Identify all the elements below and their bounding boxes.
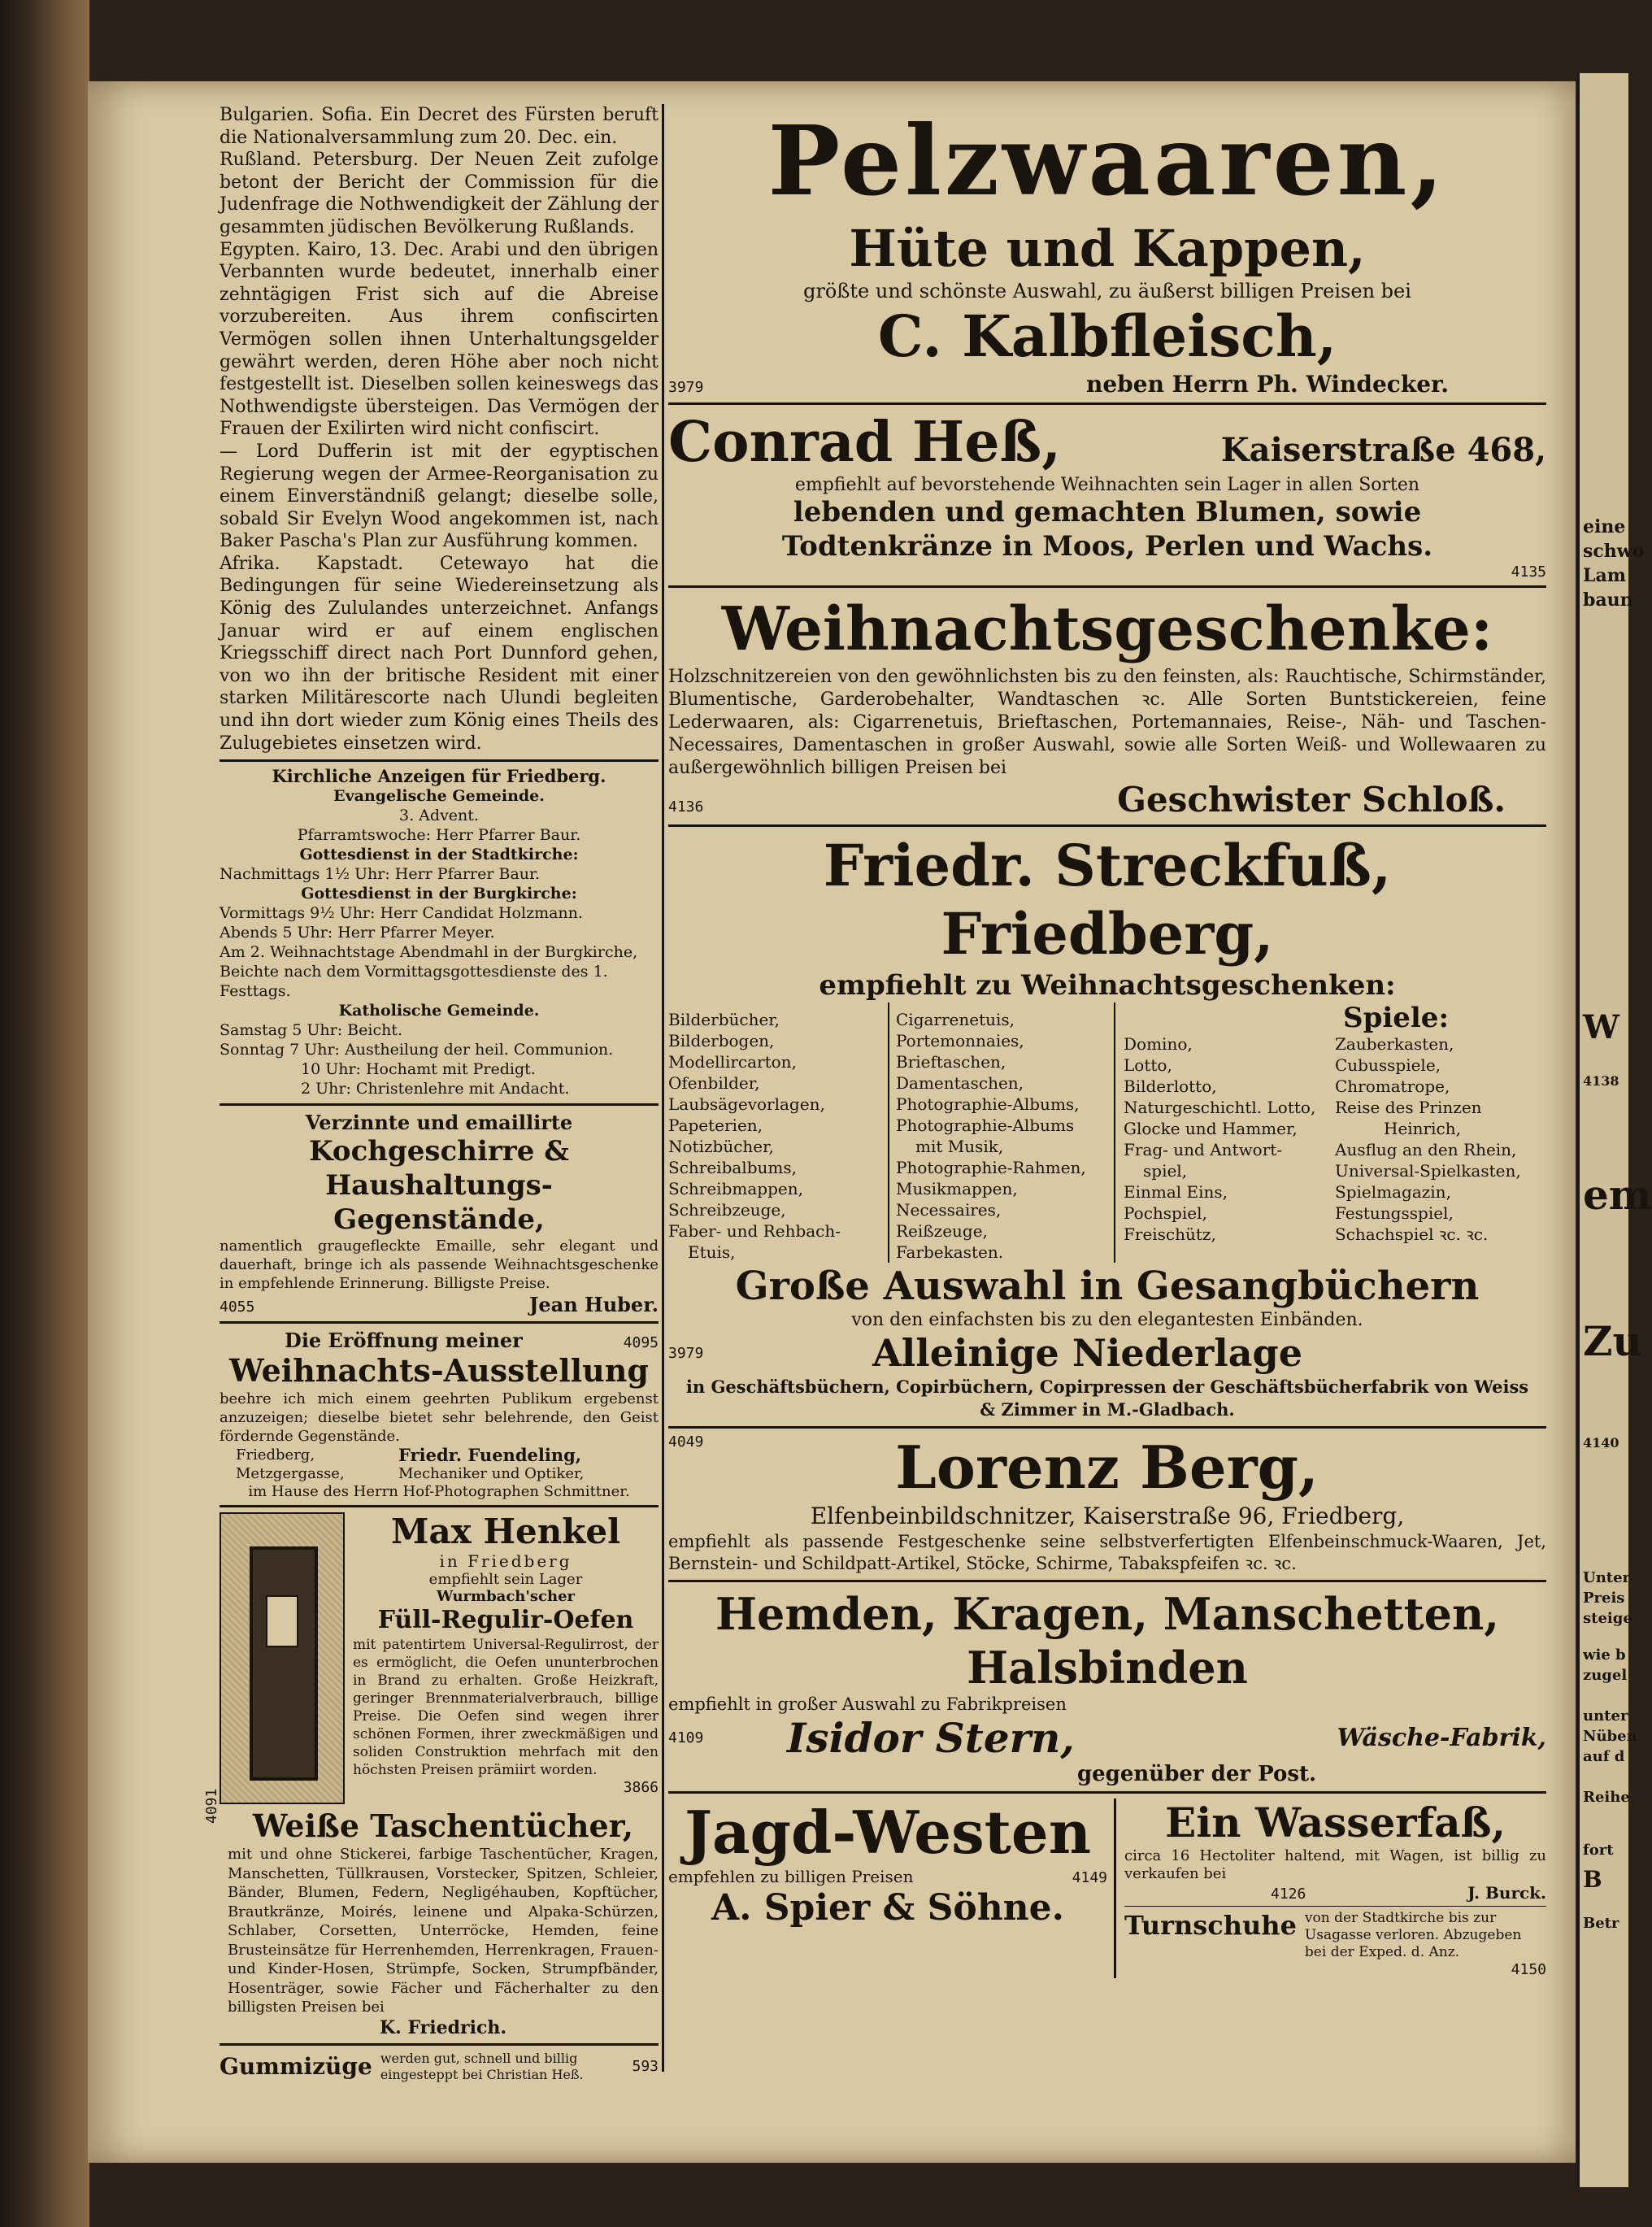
list-item: Etuis, <box>688 1242 736 1262</box>
stadt-heading: Gottesdienst in der Stadtkirche: <box>299 846 579 864</box>
ad-huber-line3: Gegenstände, <box>333 1203 545 1237</box>
kath-line: Sonntag 7 Uhr: Austheilung der heil. Communion. <box>220 1041 614 1059</box>
divider <box>668 402 1546 405</box>
ad-fuendeling-body: beehre ich mich einem geehrten Publikum ergebenst anzuzeigen; dieselbe bietet sehr belehrende, den Geist fördernde Gegenstände. <box>220 1390 659 1446</box>
edge-fragment: 4138 <box>1583 1073 1619 1089</box>
ad-henkel-place: in Friedberg <box>439 1551 572 1572</box>
list-item: Frag- und Antwort- <box>1124 1140 1283 1159</box>
bottom-ads-row <box>668 1799 1546 1978</box>
ad-streckfuss-name: Friedr. Streckfuß, Friedberg, <box>823 832 1392 968</box>
list-item: Brieftaschen, <box>896 1052 1006 1072</box>
ad-spier <box>668 1799 1116 1978</box>
ad-kalbfleisch-address: neben Herrn Ph. Windecker. <box>1086 371 1449 398</box>
ad-berg <box>668 1433 1546 1575</box>
right-column <box>668 104 1546 1978</box>
ad-henkel <box>220 1512 659 1804</box>
list-item: Einmal Eins, <box>1124 1182 1228 1202</box>
edge-fragment: W <box>1583 1008 1619 1046</box>
news-dufferin: — Lord Dufferin ist mit der egyptischen Regierung wegen der Armee-Reorganisation zu einem Einverständniß gelangt; dieselbe solle, sobald Sir Evelyn Wood angekommen ist, nach Baker Pascha's Plan zur Ausführung kommen. <box>220 441 659 552</box>
edge-fragment: fort <box>1583 1842 1614 1859</box>
ad-berg-number: 4049 <box>668 1433 704 1451</box>
ad-hess-line1: empfiehlt auf bevorstehende Weihnachten sein Lager in allen Sorten <box>794 475 1420 495</box>
column-divider <box>662 104 664 2072</box>
list-item: Lotto, <box>1124 1055 1172 1075</box>
list-item: Festungsspiel, <box>1335 1203 1454 1223</box>
ad-huber-line2: Kochgeschirre & Haushaltungs- <box>309 1135 569 1203</box>
list-item: Schreibzeuge, <box>668 1200 786 1220</box>
pfarramt: Pfarramtswoche: Herr Pfarrer Baur. <box>297 826 581 845</box>
ad-wasserfass <box>1124 1799 1546 1903</box>
list-item: mit Musik, <box>915 1137 1004 1156</box>
ad-huber-number: 4055 <box>220 1298 255 1316</box>
ad-henkel-product: Füll-Regulir-Oefen <box>377 1606 634 1635</box>
edge-fragment: Preis <box>1583 1590 1625 1607</box>
ad-schloss-number: 4136 <box>668 798 704 816</box>
ad-friedrich-side-number: 4091 <box>203 1788 220 1825</box>
list-item: Faber- und Rehbach- <box>668 1221 841 1241</box>
divider <box>668 1426 1546 1429</box>
list-item: Reißzeuge, <box>896 1221 988 1241</box>
streckfuss-col-2 <box>888 1003 1115 1263</box>
edge-fragment: baun <box>1583 589 1633 611</box>
streckfuss-col-4 <box>1335 1003 1546 1263</box>
divider <box>668 1791 1546 1794</box>
church-title: Kirchliche Anzeigen für Friedberg. <box>272 766 606 787</box>
list-item: Photographie-Rahmen, <box>896 1158 1086 1177</box>
list-item: Naturgeschichtl. Lotto, <box>1124 1098 1316 1117</box>
edge-fragment: eine <box>1583 516 1626 537</box>
edge-fragment: wie b <box>1583 1646 1626 1664</box>
list-item: Damentaschen, <box>896 1073 1024 1093</box>
church-notices <box>220 767 659 1098</box>
ad-turnschuhe-title: Turnschuhe <box>1124 1910 1297 1941</box>
ad-turnschuhe <box>1124 1910 1546 1961</box>
list-item: Bilderbogen, <box>668 1031 775 1050</box>
ad-kalbfleisch-line3: größte und schönste Auswahl, zu äußerst billigen Preisen bei <box>803 280 1411 302</box>
list-item: Glocke und Hammer, <box>1124 1119 1298 1138</box>
list-item: Ausflug an den Rhein, <box>1335 1140 1517 1159</box>
ad-kalbfleisch-number: 3979 <box>668 379 704 396</box>
ad-huber-body: namentlich graugefleckte Emaille, sehr elegant und dauerhaft, bringe ich als passende Weihnachtsgeschenke in empfehlende Erinnerung. Billigste Preise. <box>220 1237 659 1293</box>
ad-henkel-name: Max Henkel <box>390 1511 621 1552</box>
ad-kalbfleisch-line1: Pelzwaaren, <box>767 104 1447 217</box>
ad-fuendeling-address: im Hause des Herrn Hof-Photographen Schmittner. <box>248 1483 630 1501</box>
list-item: Schachspiel ꝛc. ꝛc. <box>1335 1224 1489 1244</box>
list-item: Reise des Prinzen <box>1335 1098 1482 1117</box>
left-column <box>203 104 659 2083</box>
streckfuss-product-grid <box>668 1003 1546 1263</box>
ad-turnschuhe-number: 4150 <box>1511 1961 1546 1978</box>
ad-kalbfleisch <box>668 104 1546 398</box>
list-item: Zauberkasten, <box>1335 1034 1454 1054</box>
list-item: Freischütz, <box>1124 1224 1216 1244</box>
edge-fragment: steige <box>1583 1610 1632 1627</box>
ad-gummi <box>220 2051 659 2083</box>
edge-fragment: unter <box>1583 1707 1628 1725</box>
divider <box>220 759 659 762</box>
advent: 3. Advent. <box>399 807 479 825</box>
ad-hess <box>668 410 1546 581</box>
ad-kalbfleisch-line2: Hüte und Kappen, <box>849 219 1366 278</box>
burg-line: Am 2. Weihnachtstage Abendmahl in der Burgkirche, Beichte nach dem Vormittagsgottesdienste des 1. Festtags. <box>220 943 638 1001</box>
edge-fragment: Lam <box>1583 565 1627 586</box>
edge-fragment: Reihe <box>1583 1789 1630 1806</box>
ad-kalbfleisch-name: C. Kalbfleisch, <box>877 302 1337 370</box>
news-egypt: Egypten. Kairo, 13. Dec. Arabi und den übrigen Verbannten wurde bedeutet, innerhalb einer zehntägigen Frist sich auf die Abreise vorzubereiten. Aus ihrem confiscirten Vermögen sollen ihnen Unterhaltungsgelder gewährt werden, deren Höhe aber noch nicht festgestellt ist. Dieselben sollen keineswegs das Nothwendigste übersteigen. Das Vermögen der Frauen der Exilirten wird nicht confiscirt. <box>220 239 659 440</box>
list-item: Schreibmappen, <box>668 1179 803 1198</box>
ad-turnschuhe-body: von der Stadtkirche bis zur Usagasse verloren. Abzugeben bei der Exped. d. Anz. <box>1304 1910 1522 1960</box>
divider <box>220 1321 659 1324</box>
ad-spier-number: 4149 <box>1072 1869 1107 1886</box>
list-item: Farbekasten. <box>896 1242 1004 1262</box>
ad-streckfuss-number: 3979 <box>668 1344 704 1362</box>
ad-fuendeling-line2: Weihnachts-Ausstellung <box>229 1352 649 1390</box>
ad-hess-name: Conrad Heß, <box>668 410 1061 475</box>
ad-stern-number: 4109 <box>668 1729 704 1746</box>
streckfuss-col-1 <box>668 1003 888 1263</box>
list-item: Ofenbilder, <box>668 1073 760 1093</box>
list-item: Papeterien, <box>668 1116 763 1135</box>
list-item: Chromatrope, <box>1335 1077 1450 1096</box>
edge-fragment: zugel <box>1583 1667 1628 1684</box>
ad-streckfuss <box>668 832 1546 1421</box>
edge-fragment: Nüben <box>1583 1728 1637 1745</box>
divider <box>220 2043 659 2046</box>
stove-illustration <box>220 1512 345 1804</box>
edge-fragment: Betr <box>1583 1915 1619 1932</box>
ad-stern-address: gegenüber der Post. <box>1076 1762 1317 1786</box>
kath-line: Samstag 5 Uhr: Beicht. <box>220 1021 403 1040</box>
news-russia: Rußland. Petersburg. Der Neuen Zeit zufolge betont der Bericht der Commission für die Judenfrage die Nothwendigkeit der Zählung der gesammten jüdischen Bevölkerung Rußlands. <box>220 150 659 237</box>
list-item: Photographie-Albums, <box>896 1094 1080 1114</box>
divider <box>220 1103 659 1106</box>
burg-line: Vormittags 9½ Uhr: Herr Candidat Holzmann. <box>220 904 583 923</box>
list-item: Necessaires, <box>896 1200 1002 1220</box>
edge-fragment: schwo <box>1583 541 1645 562</box>
news-africa: Afrika. Kapstadt. Cetewayo hat die Bedingungen für seine Wiedereinsetzung als König des Zululandes unterzeichnet. Anfangs Januar wird er auf einem englischen Kriegsschiff direct nach Port Dunnford gehen, von wo ihn der britische Resident mit einer starken Militärescorte nach Ulundi begleiten und ihn dort wieder zum König eines Theils des Zulugebietes einsetzen wird. <box>220 553 659 754</box>
ad-friedrich-title: Weiße Taschentücher, <box>252 1807 634 1845</box>
list-item: Photographie-Albums <box>896 1116 1075 1135</box>
ad-gummi-title: Gummizüge <box>220 2053 372 2081</box>
ad-streckfuss-line4: Alleinige Niederlage <box>872 1331 1302 1375</box>
list-item: Musikmappen, <box>896 1179 1018 1198</box>
ad-huber-name: Jean Huber. <box>529 1293 659 1317</box>
list-item: Pochspiel, <box>1124 1203 1207 1223</box>
list-item: Notizbücher, <box>668 1137 774 1156</box>
kath-line: 10 Uhr: Hochamt mit Predigt. <box>301 1060 536 1079</box>
adjacent-page-edge <box>1577 73 1652 2187</box>
kath-heading: Katholische Gemeinde. <box>338 1002 540 1020</box>
ad-gummi-body: werden gut, schnell und billig eingesteppt bei Christian Heß. <box>380 2050 584 2082</box>
ad-henkel-body: mit patentirtem Universal-Regulirrost, der es ermöglicht, die Oefen ununterbrochen in Brand zu erhalten. Große Heizkraft, geringer Brennmaterialverbrauch, billige Preise. Die Oefen sind wegen ihrer schönen Formen, ihrer zweckmäßigen und soliden Construktion mehrfach mit den höchsten Preisen prämiirt worden. <box>353 1637 659 1779</box>
ad-stern-line1: empfiehlt in großer Auswahl zu Fabrikpreisen <box>668 1694 1067 1714</box>
ad-hess-address: Kaiserstraße 468, <box>1220 431 1546 469</box>
ad-berg-line2: empfiehlt als passende Festgeschenke seine selbstverfertigten Elfenbeinschmuck-Waaren, Jet, Bernstein- und Schildpatt-Artikel, Stöcke, Schirme, Tabakspfeifen ꝛc. ꝛc. <box>668 1532 1546 1573</box>
ad-spier-title: Jagd-Westen <box>684 1798 1092 1867</box>
stadt-line: Nachmittags 1½ Uhr: Herr Pfarrer Baur. <box>220 865 541 884</box>
list-item: Laubsägevorlagen, <box>668 1094 825 1114</box>
ad-berg-line1: Elfenbeinbildschnitzer, Kaiserstraße 96, Friedberg, <box>810 1503 1405 1529</box>
list-item: Cubusspiele, <box>1335 1055 1441 1075</box>
ad-henkel-line1: empfiehlt sein Lager <box>428 1571 583 1589</box>
list-item: Schreibalbums, <box>668 1158 797 1177</box>
ad-huber <box>220 1111 659 1316</box>
ad-spier-name: A. Spier & Söhne. <box>711 1887 1064 1929</box>
ad-fuendeling <box>220 1329 659 1500</box>
ad-streckfuss-line1: empfiehlt zu Weihnachtsgeschenken: <box>819 969 1396 1002</box>
ad-streckfuss-line3: von den einfachsten bis zu den elegantesten Einbänden. <box>851 1310 1363 1330</box>
divider <box>1124 1906 1546 1907</box>
ad-streckfuss-line5: in Geschäftsbüchern, Copirbüchern, Copirpressen der Geschäftsbücherfabrik von Weiss & Zimmer in M.-Gladbach. <box>685 1377 1529 1420</box>
divider <box>668 1580 1546 1582</box>
ad-stern-name: Isidor Stern, <box>787 1714 1075 1762</box>
ad-fuendeling-place1: Friedberg, <box>236 1446 315 1464</box>
list-item: Spielmagazin, <box>1335 1182 1451 1202</box>
ad-schloss <box>668 593 1546 820</box>
ad-huber-line1: Verzinnte und emaillirte <box>305 1111 573 1135</box>
ad-wasserfass-number: 4126 <box>1271 1886 1306 1903</box>
ad-friedrich-body: mit und ohne Stickerei, farbige Taschentücher, Kragen, Manschetten, Tüllkrausen, Vorstecker, Spitzen, Schleier, Bänder, Blumen, Federn, Negligéhauben, Kopftücher, Brautkränze, Moirés, leinene und Alpaka-Schürzen, Schlaber, Corsetten, Unterröcke, Hemden, feine Brusteinsätze für Herrenhemden, Herrenkragen, Frauen- und Kinder-Hosen, Strümpfe, Socken, Strumpfbänder, Hosenträger, sowie Fächer und Fächerhalter zu den billigsten Preisen bei <box>228 1846 659 2016</box>
divider <box>668 585 1546 588</box>
ad-hess-number: 4135 <box>1511 563 1546 581</box>
list-item: Universal-Spielkasten, <box>1335 1161 1521 1181</box>
ad-streckfuss-line2: Große Auswahl in Gesangbüchern <box>735 1264 1480 1309</box>
news-bulgaria: Bulgarien. Sofia. Ein Decret des Fürsten beruft die Nationalversammlung zum 20. Dec. ein. <box>220 105 659 148</box>
ad-berg-name: Lorenz Berg, <box>895 1433 1319 1502</box>
divider <box>220 1505 659 1507</box>
edge-fragment: Unter <box>1583 1569 1631 1586</box>
ad-schloss-body: Holzschnitzereien von den gewöhnlichsten bis zu den feinsten, als: Rauchtische, Schirmständer, Blumentische, Garderobehalter, Wandtaschen ꝛc. Alle Sorten Buntstickereien, feine Lederwaaren, als: Cigarrenetuis, Brieftaschen, Portemannaies, Reise-, Näh- und Taschen-Necessaires, Damentaschen in großer Auswahl, sowie alle Sorten Weiß- und Wollewaaren zu außergewöhnlich billigen Preisen bei <box>668 667 1546 778</box>
list-item: Heinrich, <box>1384 1119 1461 1138</box>
list-item: spiel, <box>1143 1161 1188 1181</box>
list-item: Cigarrenetuis, <box>896 1010 1015 1029</box>
evang-heading: Evangelische Gemeinde. <box>333 787 545 806</box>
ad-wasserfass-title: Ein Wasserfaß, <box>1165 1799 1506 1846</box>
burg-heading: Gottesdienst in der Burgkirche: <box>301 885 577 903</box>
kath-line: 2 Uhr: Christenlehre mit Andacht. <box>301 1080 570 1098</box>
list-item: Portemonnaies, <box>896 1031 1024 1050</box>
edge-fragment: auf d <box>1583 1748 1625 1765</box>
ad-stern-trade: Wäsche-Fabrik, <box>1337 1724 1546 1752</box>
list-item: Bilderbücher, <box>668 1010 780 1029</box>
ad-fuendeling-number: 4095 <box>623 1334 659 1352</box>
divider <box>668 824 1546 827</box>
ad-wasserfass-name: J. Burck. <box>1467 1883 1546 1903</box>
list-item: Domino, <box>1124 1034 1193 1054</box>
ad-henkel-line2: Wurmbach'scher <box>436 1588 576 1606</box>
ad-friedrich-name: K. Friedrich. <box>380 2016 506 2038</box>
edge-fragment: 4140 <box>1583 1435 1619 1451</box>
ad-schloss-title: Weihnachtsgeschenke: <box>721 594 1493 664</box>
ad-fuendeling-place2: Metzgergasse, <box>236 1465 345 1483</box>
edge-fragment: em <box>1583 1171 1652 1219</box>
ad-fuendeling-trade: Mechaniker und Optiker, <box>398 1465 585 1483</box>
edge-fragment: Zu <box>1583 1317 1642 1365</box>
ad-stern-title: Hemden, Kragen, Manschetten, Halsbinden <box>715 1588 1500 1694</box>
streckfuss-spiele-heading: Spiele: <box>1343 1002 1449 1034</box>
edge-fragment: B <box>1583 1866 1602 1893</box>
list-item: Bilderlotto, <box>1124 1077 1217 1096</box>
ad-fuendeling-line1: Die Eröffnung meiner <box>285 1329 523 1353</box>
ad-wasserfass-body: circa 16 Hectoliter haltend, mit Wagen, ist billig zu verkaufen bei <box>1124 1847 1546 1882</box>
ad-stern <box>668 1587 1546 1786</box>
ad-henkel-number: 3866 <box>623 1779 659 1797</box>
ad-spier-line1: empfehlen zu billigen Preisen <box>668 1867 914 1886</box>
list-item: Modellircarton, <box>668 1052 797 1072</box>
book-binding <box>0 0 89 2227</box>
burg-line: Abends 5 Uhr: Herr Pfarrer Meyer. <box>220 924 495 942</box>
ad-fuendeling-name: Friedr. Fuendeling, <box>398 1445 582 1466</box>
ad-schloss-name: Geschwister Schloß. <box>1117 780 1506 820</box>
ad-gummi-number: 593 <box>632 2058 659 2076</box>
ad-hess-line2: lebenden und gemachten Blumen, sowie Todtenkränze in Moos, Perlen und Wachs. <box>781 496 1433 563</box>
